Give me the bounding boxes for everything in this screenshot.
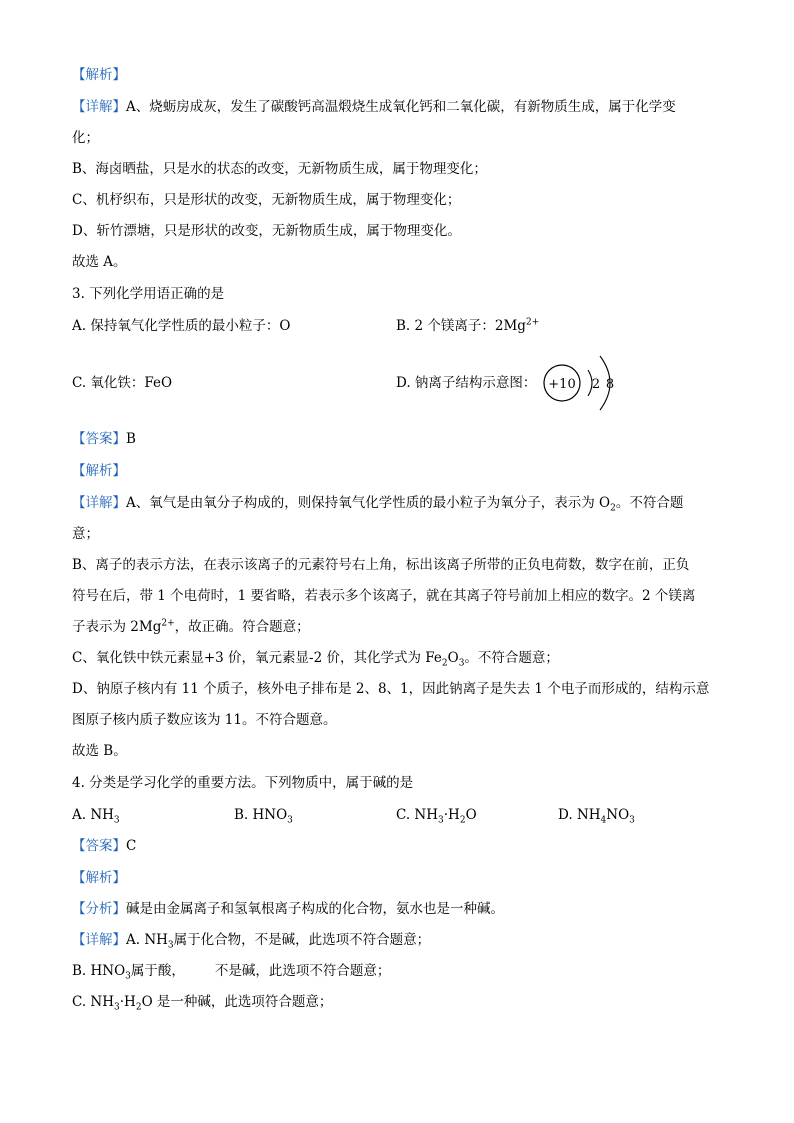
detail-A-line2: 化； <box>72 130 99 146</box>
q4-option-b-sub: 3 <box>287 815 293 826</box>
sodium-ion-structure-diagram <box>540 348 620 418</box>
q4-detail-A-text: A. NH <box>126 932 168 948</box>
q4-detail-C-sub2: 2 <box>135 1002 142 1013</box>
q3-option-c: C. 氧化铁：FeO <box>72 375 173 391</box>
detail-A-text: A、烧蛎房成灰，发生了碳酸钙高温煅烧生成氧化钙和二氧化碳，有新物质生成，属于化学变 <box>126 99 676 115</box>
q3-conclusion: 故选 B。 <box>72 743 127 759</box>
q4-analysis <box>72 900 504 918</box>
q4-detail-C-mid: ·H <box>119 994 136 1010</box>
q4-detail-B-text: B. HNO <box>72 963 126 979</box>
detail-C: C、机杼织布，只是形状的改变，无新物质生成，属于物理变化； <box>72 192 461 208</box>
q4-option-c-sub2: 2 <box>459 815 466 826</box>
q4-detail-B-mid: 属于酸， <box>130 963 185 979</box>
detail-tag: 【详解】 <box>72 495 126 511</box>
shell1-electrons: 2 <box>591 377 601 392</box>
detail-tag: 【详解】 <box>72 932 126 948</box>
q3-detail-C <box>72 649 559 667</box>
q3-detail-A-line2: 意； <box>72 526 99 542</box>
detail-D: D、斩竹漂塘，只是形状的改变，无新物质生成，属于物理变化。 <box>72 223 461 239</box>
q3-detail-B-line3 <box>72 618 310 636</box>
q4-detail-C-text: C. NH <box>72 994 115 1010</box>
q4-detail-C-sub: 3 <box>114 1002 120 1013</box>
conclusion: 故选 A。 <box>72 254 127 270</box>
q4-option-c-text: C. NH <box>396 807 439 823</box>
q4-option-c-end: O <box>465 807 477 823</box>
q3-option-a: A. 保持氧气化学性质的最小粒子：O <box>72 318 291 334</box>
q3-option-b-charge: 2+ <box>525 317 540 328</box>
q4-stem: 4. 分类是学习化学的重要方法。下列物质中，属于碱的是 <box>72 775 414 791</box>
q3-option-d: D. 钠离子结构示意图： <box>396 375 537 391</box>
q3-detail-B-line1: B、离子的表示方法，在表示该离子的元素符号右上角，标出该离子所带的正负电荷数，数字在前，正负 <box>72 557 690 573</box>
q3-o-subscript: 3 <box>458 658 465 669</box>
q3-detail-D-line1: D、钠原子核内有 11 个质子，核外电子排布是 2、8、1，因此钠离子是失去 1 个电子而形成的，结构示意 <box>72 681 710 697</box>
analysis2-tag: 【分析】 <box>72 901 126 917</box>
q3-answer <box>72 430 136 448</box>
q4-option-b-text: B. HNO <box>234 807 288 823</box>
q4-option-a-sub: 3 <box>113 815 120 826</box>
q3-o2-subscript: 2 <box>610 503 616 514</box>
q3-detail-D-line2: 图原子核内质子数应该为 11。不符合题意。 <box>72 712 337 728</box>
q4-answer <box>72 837 136 855</box>
q3-oxygen-symbol: O <box>447 650 459 666</box>
q3-detail-A-line1 <box>72 494 683 512</box>
answer-tag: 【答案】 <box>72 431 126 447</box>
detail-B: B、海卤晒盐，只是水的状态的改变，无新物质生成，属于物理变化； <box>72 161 487 177</box>
q3-stem: 3. 下列化学用语正确的是 <box>72 286 225 302</box>
q3-option-b <box>396 317 539 335</box>
q4-option-c-mid: ·H <box>443 807 460 823</box>
q4-option-d-sub: 4 <box>600 815 607 826</box>
q4-option-c <box>396 806 477 824</box>
q4-analysis-text: 碱是由金属离子和氢氧根离子构成的化合物，氨水也是一种碱。 <box>126 901 504 917</box>
q3-mg-charge: 2+ <box>161 618 175 629</box>
q4-detail-A-end: 属于化合物，不是碱，此选项不符合题意； <box>173 932 431 948</box>
q4-option-d-mid: NO <box>606 807 630 823</box>
q3-detail-B3-text: 子表示为 2Mg <box>72 619 162 635</box>
detail-A-line1 <box>72 98 676 116</box>
q4-detail-B-sub: 3 <box>125 971 131 982</box>
q4-option-d <box>558 806 635 824</box>
q4-detail-C-end: O 是一种碱，此选项符合题意； <box>141 994 333 1010</box>
answer-value: C <box>126 838 137 854</box>
detail-tag: 【详解】 <box>72 99 126 115</box>
q3-analysis-tag: 【解析】 <box>72 463 126 479</box>
analysis-tag: 【解析】 <box>72 67 126 83</box>
q4-option-a-text: A. NH <box>72 807 114 823</box>
q4-option-a <box>72 806 120 824</box>
q4-option-c-sub: 3 <box>438 815 444 826</box>
nucleus-charge: +10 <box>548 377 576 392</box>
q4-analysis-tag: 【解析】 <box>72 870 126 886</box>
q3-detail-B-line2: 符号在后，带 1 个电荷时，1 要省略，若表示多个该离子，就在其离子符号前加上相应的数字。2 个镁离 <box>72 588 696 604</box>
q4-option-b <box>234 806 293 824</box>
q3-option-b-text: B. 2 个镁离子：2Mg <box>396 318 526 334</box>
shell2-electrons: 8 <box>605 377 615 392</box>
q3-detail-C-text: C、氧化铁中铁元素显+3 价，氧元素显-2 价，其化学式为 Fe <box>72 650 442 666</box>
q3-detail-A-text-end: 。不符合题 <box>615 495 684 511</box>
q3-fe-subscript: 2 <box>441 658 448 669</box>
q4-detail-A <box>72 931 430 949</box>
answer-value: B <box>126 431 136 447</box>
q4-option-d-sub2: 3 <box>629 815 635 826</box>
q4-detail-B-end: 不是碱，此选项不符合题意； <box>214 963 391 979</box>
answer-tag: 【答案】 <box>72 838 126 854</box>
q3-detail-A-text: A、氧气是由氧分子构成的，则保持氧气化学性质的最小粒子为氧分子，表示为 O <box>126 495 611 511</box>
q4-detail-B <box>72 962 390 980</box>
q3-detail-C-text-end: 。不符合题意； <box>464 650 559 666</box>
q3-detail-B3-text-end: ，故正确。符合题意； <box>174 619 310 635</box>
q4-detail-C <box>72 993 332 1011</box>
q4-detail-A-sub: 3 <box>167 940 174 951</box>
q4-option-d-text: D. NH <box>558 807 601 823</box>
